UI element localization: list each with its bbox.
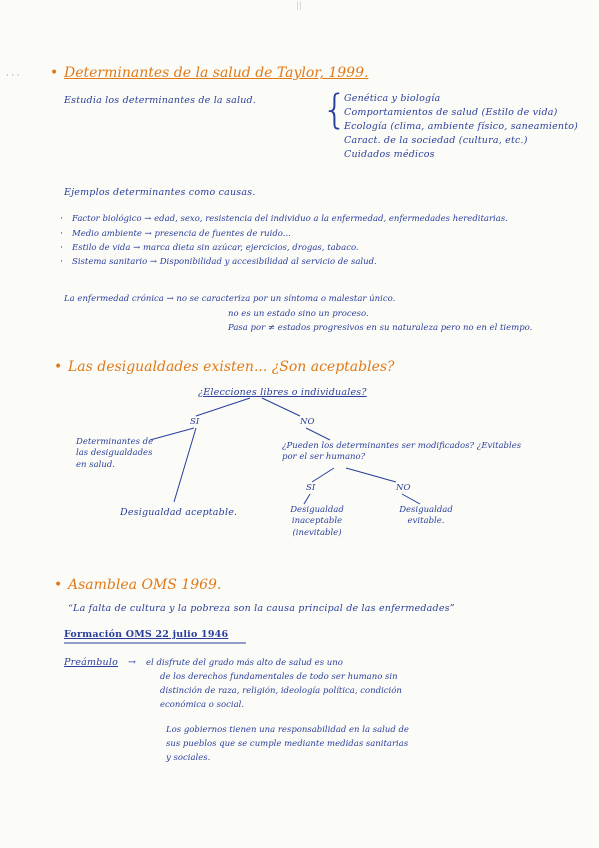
section1-heading: Determinantes de la salud de Taylor, 1999. bbox=[64, 65, 369, 81]
heading-bullet: • bbox=[54, 359, 63, 375]
determinant-item: Ecología (clima, ambiente físico, saneamiento) bbox=[344, 121, 579, 132]
margin-mark: · · · bbox=[6, 71, 20, 81]
heading-bullet: • bbox=[54, 577, 63, 593]
result-inacceptable: Desigualdad inaceptable (inevitable) bbox=[290, 505, 344, 538]
example-item: Sistema sanitario → Disponibilidad y accesibilidad al servicio de salud. bbox=[72, 257, 377, 267]
governments-line: y sociales. bbox=[166, 753, 211, 763]
top-binding-mark: || bbox=[296, 1, 302, 11]
preamble-line: económica o social. bbox=[160, 700, 245, 710]
determinant-item: Genética y biología bbox=[344, 93, 441, 104]
result-acceptable: Desigualdad aceptable. bbox=[120, 507, 238, 518]
preamble-line: de los derechos fundamentales de todo ser humano sin bbox=[160, 672, 398, 682]
governments-line: sus pueblos que se cumple mediante medidas sanitarias bbox=[166, 739, 409, 749]
determinant-item: Comportamientos de salud (Estilo de vida) bbox=[344, 107, 558, 118]
preamble-arrow: → bbox=[128, 657, 137, 668]
example-item: Estilo de vida → marca dieta sin azúcar, ejercicios, drogas, tabaco. bbox=[72, 243, 359, 253]
tree-yes-1: SI bbox=[190, 417, 200, 427]
list-bullet: · bbox=[60, 242, 64, 253]
preamble-line: el disfrute del grado más alto de salud es uno bbox=[146, 658, 343, 668]
chronic-disease-note: no es un estado sino un proceso. bbox=[228, 309, 369, 319]
tree-yes-2: SI bbox=[306, 483, 316, 493]
list-bullet: · bbox=[60, 213, 64, 224]
governments-line: Los gobiernos tienen una responsabilidad en la salud de bbox=[166, 725, 409, 735]
preamble-label: Preámbulo bbox=[64, 657, 118, 668]
tree-question-1: ¿Elecciones libres o individuales? bbox=[198, 387, 367, 398]
tree-no-2: NO bbox=[396, 483, 411, 493]
list-bullet: · bbox=[60, 228, 64, 239]
determinant-item: Caract. de la sociedad (cultura, etc.) bbox=[344, 135, 528, 146]
determinant-item: Cuidados médicos bbox=[344, 149, 435, 160]
list-bullet: · bbox=[60, 256, 64, 267]
chronic-disease-note: Pasa por ≠ estados progresivos en su naturaleza pero no en el tiempo. bbox=[228, 323, 533, 333]
tree-left-note: Determinantes de las desigualdades en salud. bbox=[76, 437, 154, 470]
section3-heading: Asamblea OMS 1969. bbox=[68, 577, 222, 593]
oms-quote: “La falta de cultura y la pobreza son la causa principal de las enfermedades” bbox=[68, 603, 455, 614]
section2-heading: Las desigualdades existen... ¿Son aceptables? bbox=[68, 359, 395, 375]
chronic-disease-note: La enfermedad crónica → no se caracteriza por un síntoma o malestar único. bbox=[64, 294, 396, 304]
section1-intro: Estudia los determinantes de la salud. bbox=[64, 95, 257, 106]
tree-no-1: NO bbox=[300, 417, 315, 427]
result-evitable: Desigualdad evitable. bbox=[399, 505, 453, 527]
example-item: Medio ambiente → presencia de fuentes de ruido... bbox=[72, 229, 291, 239]
examples-title: Ejemplos determinantes como causas. bbox=[64, 187, 256, 198]
example-item: Factor biológico → edad, sexo, resistencia del individuo a la enfermedad, enfermedades hereditarias. bbox=[72, 214, 508, 224]
determinants-brace: { bbox=[322, 87, 348, 133]
section3-subheading: Formación OMS 22 julio 1946 bbox=[64, 629, 229, 640]
preamble-line: distinción de raza, religión, ideología política, condición bbox=[160, 686, 402, 696]
tree-question-2: ¿Pueden los determinantes ser modificados? ¿Evitables por el ser humano? bbox=[282, 441, 522, 463]
heading-bullet: • bbox=[50, 65, 59, 81]
